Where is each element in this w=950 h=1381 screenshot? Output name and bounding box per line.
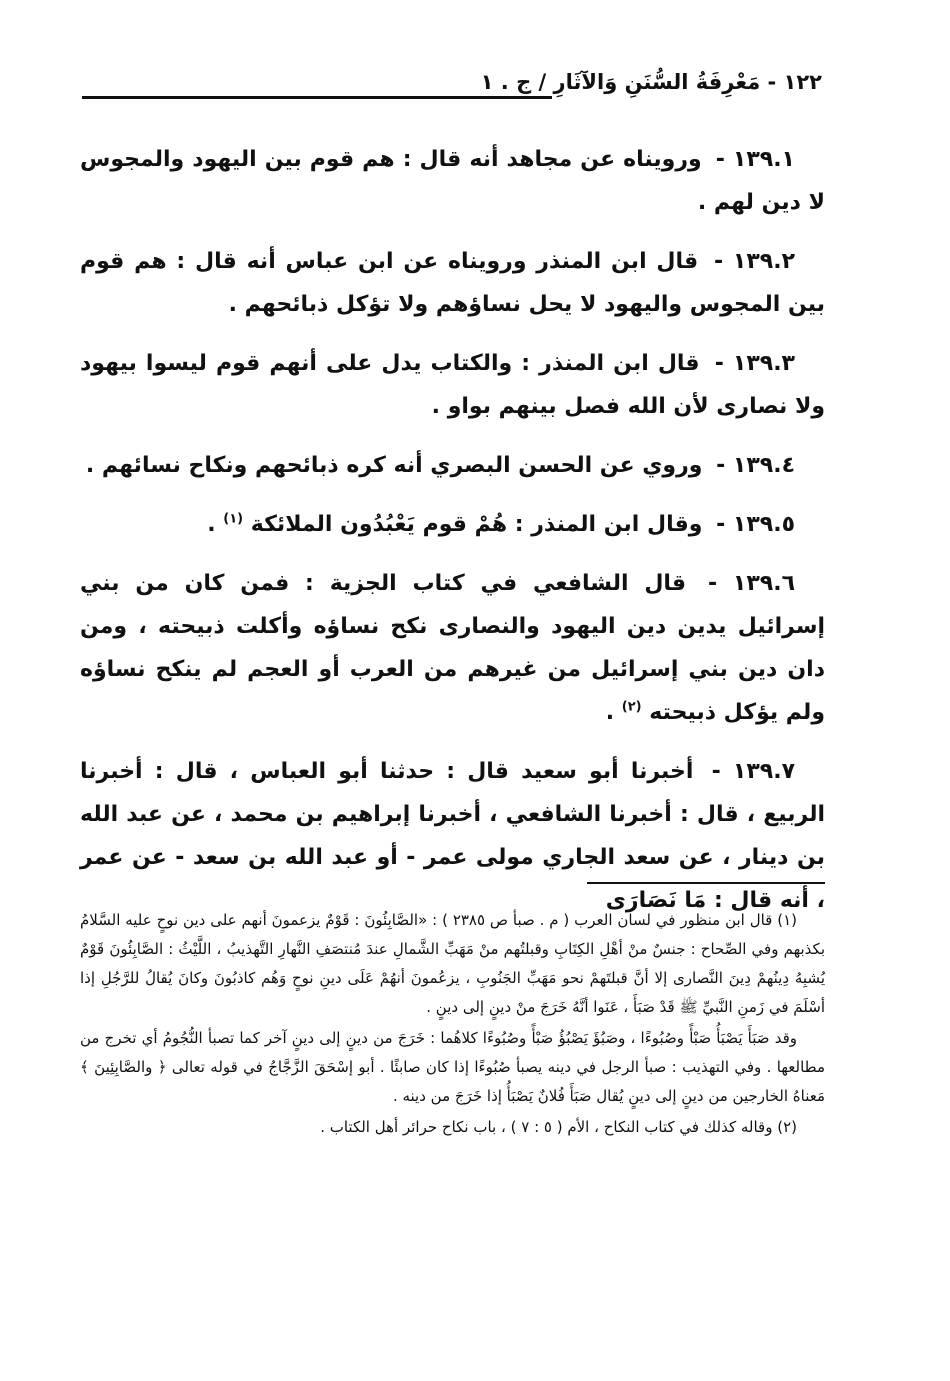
paragraph-text: ورويناه عن مجاهد أنه قال : هم قوم بين اليهود والمجوس لا دين لهم . (80, 147, 825, 215)
paragraph-text: وروي عن الحسن البصري أنه كره ذبائحهم ونكاح نسائهم . (85, 453, 703, 478)
paragraph-number: ١٣٩.٤ - (716, 453, 795, 478)
paragraph-2 (80, 240, 825, 326)
paragraph-5 (80, 503, 825, 546)
main-text (80, 138, 825, 938)
paragraph-3 (80, 342, 825, 428)
paragraph-7 (80, 750, 825, 922)
paragraph-number: ١٣٩.٥ - (716, 512, 795, 537)
footnote-marker-2[interactable]: (٢) (621, 699, 642, 715)
paragraph-1 (80, 138, 825, 224)
paragraph-number: ١٣٩.٢ - (713, 249, 795, 274)
paragraph-text: قال ابن المنذر : والكتاب يدل على أنهم قوم ليسوا بيهود ولا نصارى لأن الله فصل بينهم بواو . (80, 351, 825, 419)
paragraph-number: ١٣٩.٣ - (714, 351, 795, 376)
paragraph-6 (80, 562, 825, 734)
footnote-marker-1[interactable]: (١) (223, 511, 244, 527)
header-rule (82, 96, 552, 99)
paragraph-text: وقال ابن المنذر : هُمْ قوم يَعْبُدُون الملائكة (250, 512, 703, 537)
paragraph-number: ١٣٩.١ - (715, 147, 795, 172)
footnotes (80, 906, 825, 1142)
paragraph-text: أخبرنا أبو سعيد قال : حدثنا أبو العباس ، قال : أخبرنا الربيع ، قال : أخبرنا الشافعي ، أخبرنا إبراهيم بن محمد ، عن عبد الله بن دينار ، عن سعد الجاري مولى عمر - أو عبد الله بن سعد - عن عمر ، أنه قال : مَا نَصَارَى (80, 759, 825, 913)
paragraph-4 (80, 444, 825, 487)
footnote-1-continued: وقد صَبَأَ يَصْبَأُ صَبْأً وصُبُوءًا ، وصَبُؤَ يَصْبُؤُ صَبْأً وصُبُوءًا كلاهُما : خَرَجَ من دينٍ إلى دينٍ آخر كما تصبأ النُّجُومُ أي تخرج من مطالعها . وفي التهذيب : صبأ الرجل في دينه يصبأ صُبُوءًا إذا كان صابئًا . أبو إسْحَقَ الزَّجَّاجُ في قوله تعالى ﴿ والصَّابِئِينَ ﴾ مَعناهُ الخارجين من دينٍ إلى دينٍ يُقال صَبَأَ فُلانٌ يَصْبَأُ إذا خَرَجَ من دينه . (80, 1029, 825, 1105)
footnote-1: (١) قال ابن منظور في لسان العرب ( م . صبأ ص ٢٣٨٥ ) : «الصَّابِئُونَ : قَوْمٌ يزعمونَ أنهم على دين نوحٍ عليه السَّلامُ بكذبهم وفي الصِّحاح : جنسٌ منْ أهْلِ الكِتَابِ وقبلتُهم منْ مَهَبِّ الشَّمالِ عندَ مُنتصَفِ النَّهارِ التَّهذيبُ ، اللَّيْثُ : الصَّابِئُونَ قَوْمٌ يُشبِهُ دِينُهمْ دِينَ النَّصارى إلا أنَّ قبلتَهمْ نحو مَهَبِّ الجَنُوبِ ، يزعُمونَ أنهُمْ عَلَى دينِ نوحٍ وَهُم كاذبُونَ وكانَ يُقالُ للرَّجُلِ إذا أسْلَمَ في زَمنِ النَّبيِّ ﷺ قَدْ صَبَأَ ، عَنَوا أنَّهُ خَرَجَ منْ دينٍ إلى دينٍ . (80, 911, 825, 1016)
footnote-2: (٢) وقاله كذلك في كتاب النكاح ، الأم ( ٥ : ٧ ) ، باب نكاح حرائر أهل الكتاب . (320, 1118, 797, 1136)
footnote-separator (587, 882, 825, 884)
running-header: ١٢٢ - مَعْرِفَةُ السُّنَنِ وَالآثَارِ / ج . ١ (480, 70, 822, 94)
paragraph-number: ١٣٩.٧ - (711, 759, 795, 784)
paragraph-tail: . (207, 512, 224, 537)
paragraph-text: قال الشافعي في كتاب الجزية : فمن كان من بني إسرائيل يدين دين اليهود والنصارى نكح نساؤه وأكلت ذبيحته ، ومن دان دين بني إسرائيل من غيرهم من العرب أو العجم لم ينكح نساؤه ولم يؤكل ذبيحته (80, 571, 825, 725)
paragraph-tail: . (605, 700, 622, 725)
paragraph-text: قال ابن المنذر ورويناه عن ابن عباس أنه قال : هم قوم بين المجوس واليهود لا يحل نساؤهم ولا تؤكل ذبائحهم . (80, 249, 825, 317)
paragraph-number: ١٣٩.٦ - (707, 571, 795, 596)
